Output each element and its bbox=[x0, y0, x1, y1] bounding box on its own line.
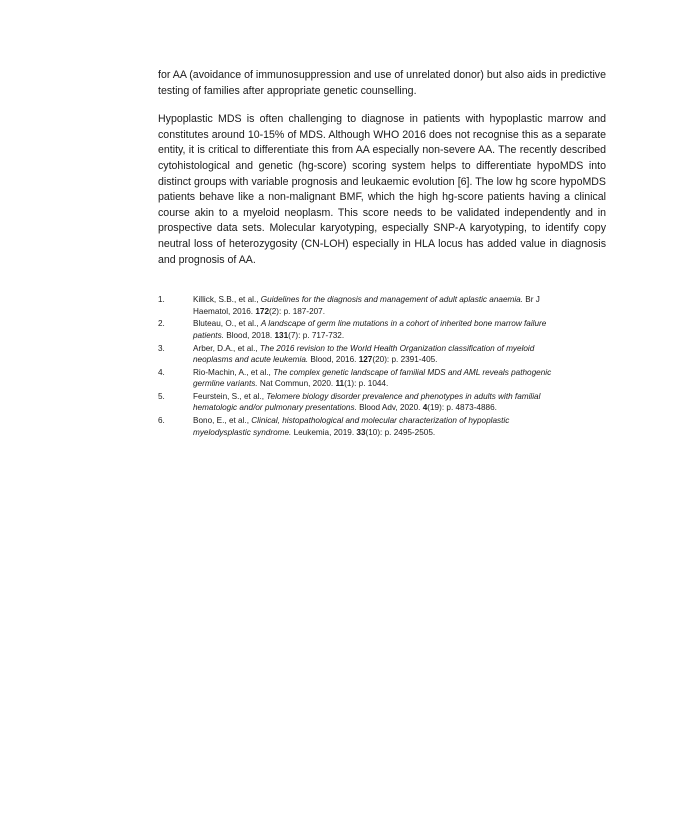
reference-volume: 11 bbox=[335, 379, 345, 389]
reference-journal: Blood Adv, 2020. bbox=[356, 403, 423, 413]
reference-volume: 172 bbox=[255, 306, 270, 316]
reference-authors: Bono, E., et al., bbox=[193, 416, 252, 426]
reference-title: Guidelines for the diagnosis and management of adult aplastic anaemia. bbox=[260, 295, 523, 305]
reference-item bbox=[158, 343, 606, 366]
reference-list bbox=[158, 294, 606, 438]
reference-item bbox=[158, 318, 606, 341]
reference-text bbox=[193, 294, 606, 317]
reference-volume: 33 bbox=[356, 427, 366, 437]
reference-authors: Killick, S.B., et al., bbox=[193, 295, 261, 305]
reference-number: 2. bbox=[158, 319, 165, 329]
reference-title: Telomere biology disorder prevalence and phenotypes in adults with familial hematologic and/or pulmonary presentations. bbox=[193, 391, 541, 413]
reference-authors: Arber, D.A., et al., bbox=[193, 343, 260, 353]
reference-journal: Leukemia, 2019. bbox=[291, 427, 357, 437]
reference-title: The complex genetic landscape of familial MDS and AML reveals pathogenic germline variants. bbox=[193, 367, 552, 389]
reference-journal: Blood, 2018. bbox=[223, 330, 275, 340]
reference-number: 6. bbox=[158, 416, 165, 426]
reference-journal: Nat Commun, 2020. bbox=[257, 379, 336, 389]
reference-number: 4. bbox=[158, 367, 165, 377]
reference-text bbox=[193, 391, 606, 414]
reference-pages: (1): p. 1044. bbox=[344, 379, 389, 389]
reference-text bbox=[193, 318, 606, 341]
reference-number: 3. bbox=[158, 343, 165, 353]
reference-title: A landscape of germ line mutations in a cohort of inherited bone marrow failure patients. bbox=[193, 319, 547, 340]
reference-volume: 131 bbox=[274, 330, 289, 340]
body-paragraph: for AA (avoidance of immunosuppression and use of unrelated donor) but also aids in predictive testing of families after appropriate genetic counselling. bbox=[158, 69, 606, 97]
reference-title: Clinical, histopathological and molecular characterization of hypoplastic myelodysplastic syndrome. bbox=[193, 416, 510, 437]
reference-text bbox=[193, 415, 606, 438]
reference-title: The 2016 revision to the World Health Organization classification of myeloid neoplasms and acute leukemia. bbox=[193, 343, 535, 365]
reference-pages: (19): p. 4873-4886. bbox=[427, 403, 497, 413]
reference-volume: 127 bbox=[358, 355, 373, 365]
reference-journal: Blood, 2016. bbox=[308, 355, 359, 365]
reference-journal: Br J Haematol, 2016. bbox=[193, 295, 540, 316]
reference-item bbox=[158, 415, 606, 438]
reference-authors: Rio-Machin, A., et al., bbox=[193, 367, 274, 377]
reference-pages: (20): p. 2391-405. bbox=[372, 355, 438, 365]
reference-authors: Feurstein, S., et al., bbox=[193, 391, 267, 401]
reference-pages: (2): p. 187-207. bbox=[269, 306, 326, 316]
reference-pages: (10): p. 2495-2505. bbox=[365, 427, 436, 437]
reference-authors: Bluteau, O., et al., bbox=[193, 319, 261, 329]
reference-number: 5. bbox=[158, 391, 165, 401]
document-page bbox=[158, 68, 606, 439]
reference-text bbox=[193, 367, 606, 390]
reference-number: 1. bbox=[158, 295, 165, 305]
reference-pages: (7): p. 717-732. bbox=[288, 330, 345, 340]
reference-volume: 4 bbox=[422, 403, 428, 413]
body-paragraph: Hypoplastic MDS is often challenging to diagnose in patients with hypoplastic marrow and constitutes around 10-15% of MDS. Although WHO 2016 does not recognise this as a separate entity, it is critical to differentiate this from AA especially non-severe AA. The recently described cytohistological and genetic (hg-score) scoring system helps to differentiate hypoMDS into distinct groups with variable prognosis and leukaemic evolution [6]. The low hg score hypoMDS patients behave like a non-malignant BMF, which the high hg-score patients having a clinical course akin to a myeloid neoplasm. This score needs to be validated independently and in prospective data sets. Molecular karyotyping, especially SNP-A karyotyping, to identify copy neutral loss of heterozygosity (CN-LOH) especially in HLA locus has added value in diagnosis and prognosis of AA. bbox=[158, 113, 606, 266]
reference-item bbox=[158, 294, 606, 317]
reference-text bbox=[193, 343, 606, 366]
reference-item bbox=[158, 367, 606, 390]
reference-item bbox=[158, 391, 606, 414]
